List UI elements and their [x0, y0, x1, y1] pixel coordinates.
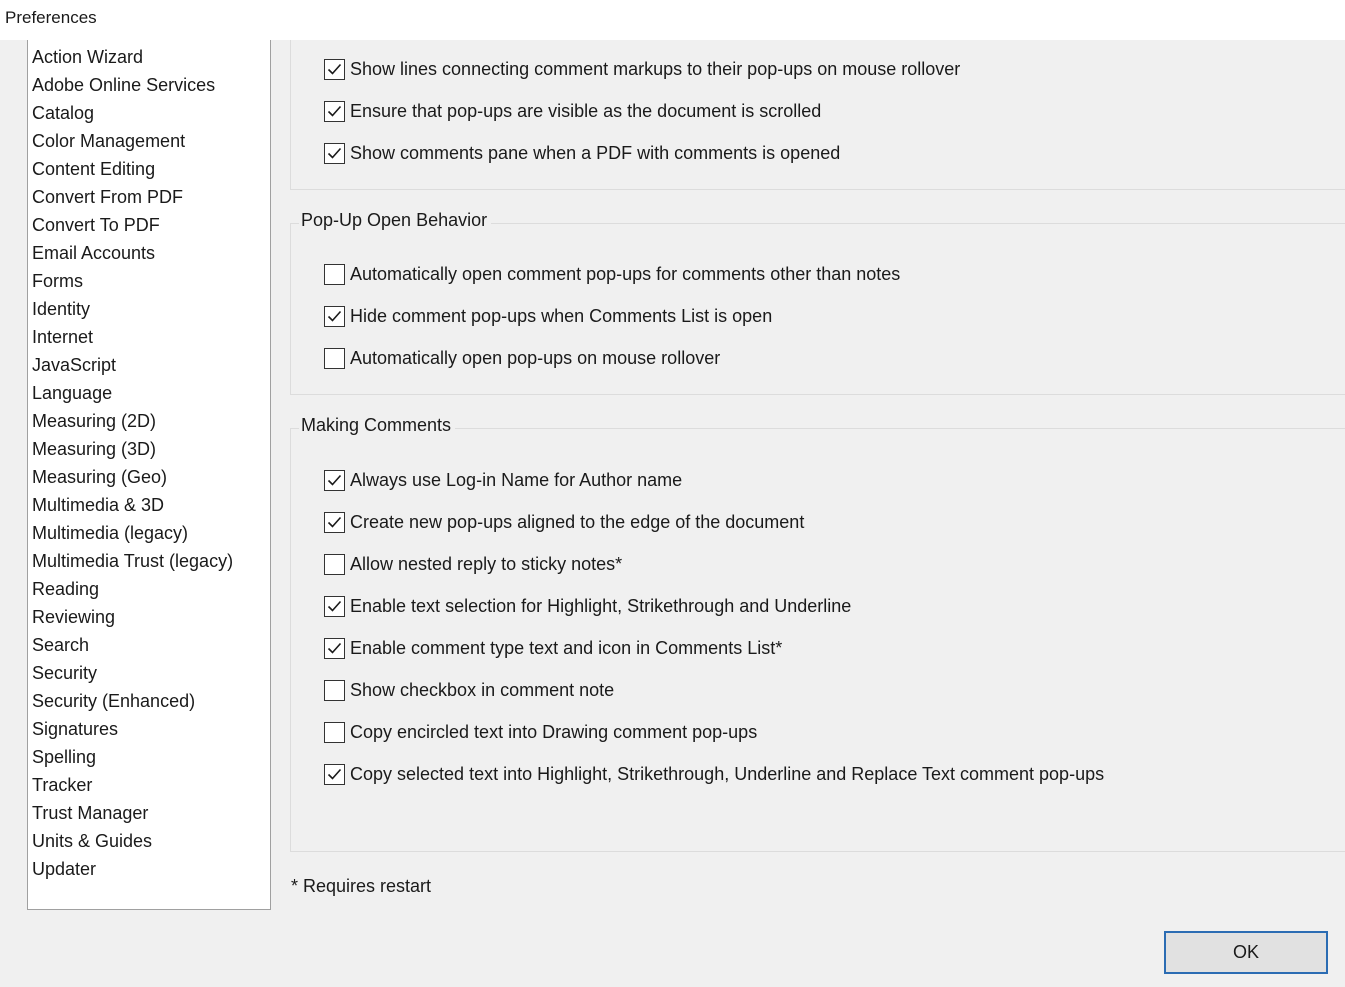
- sidebar-item-measuring-2d[interactable]: Measuring (2D): [32, 411, 157, 431]
- option-label: Copy encircled text into Drawing comment pop-ups: [350, 721, 758, 742]
- option-label: Enable comment type text and icon in Comments List*: [350, 637, 783, 658]
- sidebar-item-content-editing[interactable]: Content Editing: [32, 159, 156, 179]
- sidebar-item-search[interactable]: Search: [32, 635, 90, 655]
- viewing-comments-group: [290, 40, 1345, 190]
- option-hide-comment-pop-ups-when-comments-list-is-open[interactable]: [324, 304, 772, 328]
- sidebar-item-measuring-geo[interactable]: Measuring (Geo): [32, 467, 168, 487]
- requires-restart-note: * Requires restart: [291, 876, 432, 896]
- sidebar-item-color-management[interactable]: Color Management: [32, 131, 186, 151]
- sidebar-item-measuring-3d[interactable]: Measuring (3D): [32, 439, 157, 459]
- making-comments-group: [290, 415, 1345, 852]
- option-enable-text-selection-for-highlight-strikethroug[interactable]: [324, 594, 851, 618]
- sidebar-item-convert-to-pdf[interactable]: Convert To PDF: [32, 215, 160, 235]
- ok-button[interactable]: OK: [1164, 931, 1328, 974]
- option-copy-encircled-text-into-drawing-comment-pop-ups[interactable]: [324, 720, 757, 744]
- option-always-use-log-in-name-for-author-name[interactable]: [324, 468, 682, 492]
- sidebar-item-javascript[interactable]: JavaScript: [32, 355, 117, 375]
- option-show-comments-pane-when-a-pdf-with-comments-is-o[interactable]: [324, 141, 840, 165]
- sidebar-item-catalog[interactable]: Catalog: [32, 103, 95, 123]
- category-list[interactable]: [27, 40, 271, 910]
- sidebar-item-signatures[interactable]: Signatures: [32, 719, 119, 739]
- option-automatically-open-comment-pop-ups-for-comments-[interactable]: [324, 262, 900, 286]
- sidebar-item-forms[interactable]: Forms: [32, 271, 83, 291]
- window-title: Preferences: [5, 8, 97, 27]
- checkbox-unchecked[interactable]: [324, 348, 345, 369]
- sidebar-item-security[interactable]: Security: [32, 663, 98, 683]
- sidebar-item-security-enhanced[interactable]: Security (Enhanced): [32, 691, 196, 711]
- sidebar-item-updater[interactable]: Updater: [32, 859, 97, 879]
- popup-open-behavior-group: [290, 210, 1345, 395]
- sidebar-item-multimedia-legacy[interactable]: Multimedia (legacy): [32, 523, 189, 543]
- option-label: Allow nested reply to sticky notes*: [350, 553, 623, 574]
- category-list-items: [28, 40, 270, 883]
- option-label: Hide comment pop-ups when Comments List is open: [350, 305, 773, 326]
- sidebar-item-reading[interactable]: Reading: [32, 579, 100, 599]
- option-label: Show checkbox in comment note: [350, 679, 615, 700]
- checkbox-checked[interactable]: [324, 764, 345, 785]
- option-show-checkbox-in-comment-note[interactable]: [324, 678, 614, 702]
- checkbox-checked[interactable]: [324, 59, 345, 80]
- sidebar-item-reviewing[interactable]: Reviewing: [32, 607, 116, 627]
- sidebar-item-convert-from-pdf[interactable]: Convert From PDF: [32, 187, 184, 207]
- checkbox-checked[interactable]: [324, 470, 345, 491]
- checkbox-checked[interactable]: [324, 101, 345, 122]
- checkbox-unchecked[interactable]: [324, 680, 345, 701]
- option-label: Always use Log-in Name for Author name: [350, 469, 683, 490]
- group-title-popup-open-behavior: Pop-Up Open Behavior: [299, 210, 491, 231]
- option-enable-comment-type-text-and-icon-in-comments-li[interactable]: [324, 636, 782, 660]
- sidebar-item-adobe-online-services[interactable]: Adobe Online Services: [32, 75, 216, 95]
- option-label: Copy selected text into Highlight, Strikethrough, Underline and Replace Text comment pop-ups: [350, 763, 1105, 784]
- sidebar-item-trust-manager[interactable]: Trust Manager: [32, 803, 149, 823]
- group-title-making-comments: Making Comments: [299, 415, 455, 436]
- sidebar-item-identity[interactable]: Identity: [32, 299, 91, 319]
- checkbox-unchecked[interactable]: [324, 722, 345, 743]
- sidebar-item-action-wizard[interactable]: Action Wizard: [32, 47, 144, 67]
- checkbox-checked[interactable]: [324, 512, 345, 533]
- checkbox-checked[interactable]: [324, 638, 345, 659]
- option-label: Create new pop-ups aligned to the edge of the document: [350, 511, 805, 532]
- option-label: Show lines connecting comment markups to their pop-ups on mouse rollover: [350, 58, 961, 79]
- option-label: Enable text selection for Highlight, Strikethrough and Underline: [350, 595, 852, 616]
- checkbox-checked[interactable]: [324, 143, 345, 164]
- option-create-new-pop-ups-aligned-to-the-edge-of-the-do[interactable]: [324, 510, 804, 534]
- option-automatically-open-pop-ups-on-mouse-rollover[interactable]: [324, 346, 720, 370]
- sidebar-item-tracker[interactable]: Tracker: [32, 775, 93, 795]
- option-label: Automatically open pop-ups on mouse rollover: [350, 347, 721, 368]
- checkbox-checked[interactable]: [324, 596, 345, 617]
- option-label: Ensure that pop-ups are visible as the document is scrolled: [350, 100, 822, 121]
- sidebar-item-units-guides[interactable]: Units & Guides: [32, 831, 153, 851]
- option-show-lines-connecting-comment-markups-to-their-p[interactable]: [324, 57, 960, 81]
- sidebar-item-spelling[interactable]: Spelling: [32, 747, 97, 767]
- sidebar-item-email-accounts[interactable]: Email Accounts: [32, 243, 156, 263]
- option-label: Show comments pane when a PDF with comments is opened: [350, 142, 841, 163]
- title-bar: [0, 0, 1345, 40]
- checkbox-checked[interactable]: [324, 306, 345, 327]
- option-allow-nested-reply-to-sticky-notes[interactable]: [324, 552, 622, 576]
- option-ensure-that-pop-ups-are-visible-as-the-document-[interactable]: [324, 99, 821, 123]
- checkbox-unchecked[interactable]: [324, 264, 345, 285]
- sidebar-item-internet[interactable]: Internet: [32, 327, 94, 347]
- option-copy-selected-text-into-highlight-strikethrough-[interactable]: [324, 762, 1104, 786]
- checkbox-unchecked[interactable]: [324, 554, 345, 575]
- sidebar-item-multimedia-3d[interactable]: Multimedia & 3D: [32, 495, 165, 515]
- option-label: Automatically open comment pop-ups for comments other than notes: [350, 263, 901, 284]
- sidebar-item-multimedia-trust-legacy[interactable]: Multimedia Trust (legacy): [32, 551, 234, 571]
- sidebar-item-language[interactable]: Language: [32, 383, 113, 403]
